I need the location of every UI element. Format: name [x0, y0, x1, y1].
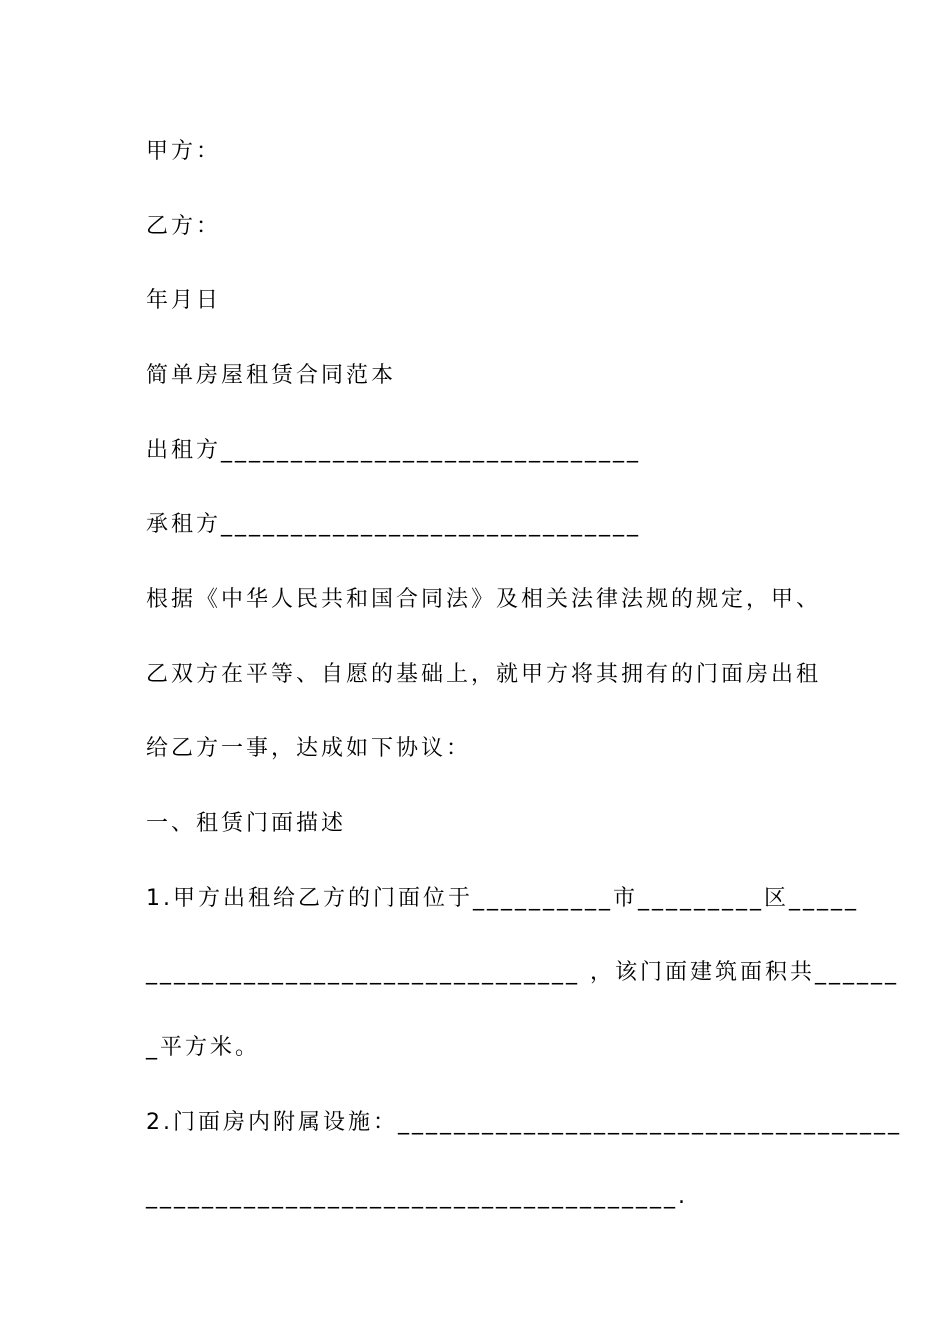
party-b-label: 乙方： — [146, 214, 222, 239]
clause-2-line-2: ______________________________________. — [146, 1184, 688, 1209]
preamble-line-3: 给乙方一事，达成如下协议： — [146, 736, 472, 761]
clause-1-line-1: 1.甲方出租给乙方的门面位于__________市_________区_____ — [146, 886, 859, 911]
clause-1-line-2: _______________________________ ，该门面建筑面积共______ — [146, 960, 899, 985]
lessor-field: 出租方______________________________ — [146, 438, 642, 463]
clause-1-line-3: _平方米。 — [146, 1035, 261, 1060]
preamble-line-1: 根据《中华人民共和国合同法》及相关法律法规的规定，甲、 — [146, 587, 822, 612]
contract-title: 简单房屋租赁合同范本 — [146, 363, 397, 388]
section-heading: 一、租赁门面描述 — [146, 811, 347, 836]
clause-2-line-1: 2.门面房内附属设施：____________________________________ — [146, 1110, 902, 1135]
date-line: 年月日 — [146, 288, 222, 313]
lessee-field: 承租方______________________________ — [146, 512, 642, 537]
preamble-line-2: 乙双方在平等、自愿的基础上，就甲方将其拥有的门面房出租 — [146, 662, 822, 687]
party-a-label: 甲方： — [146, 139, 222, 164]
